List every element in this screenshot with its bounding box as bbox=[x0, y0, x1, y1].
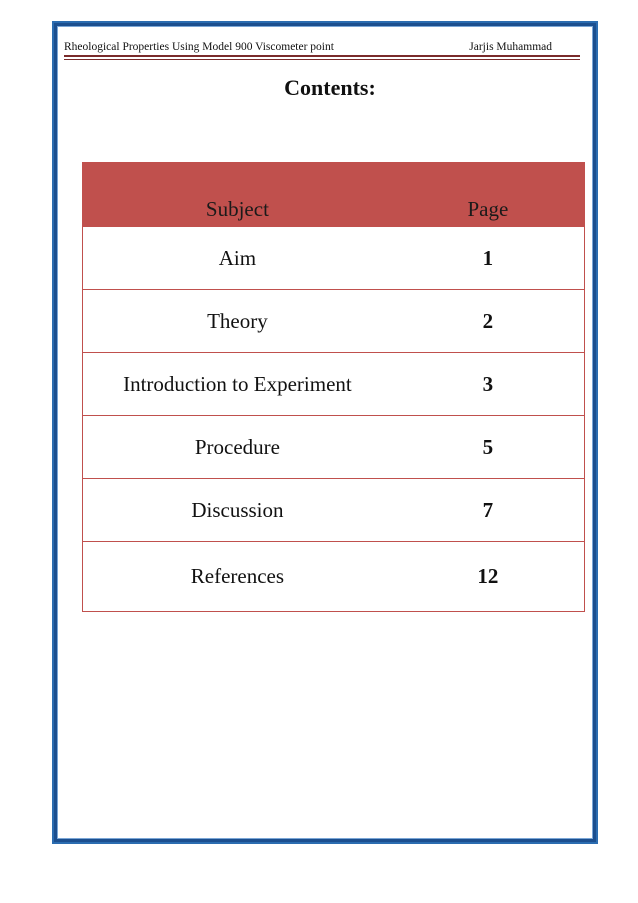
header-document-title: Rheological Properties Using Model 900 Viscometer point bbox=[64, 41, 334, 53]
subject-cell: Theory bbox=[83, 290, 392, 353]
table-header-row bbox=[83, 163, 585, 227]
table-row bbox=[83, 290, 585, 353]
subject-cell: References bbox=[83, 542, 392, 612]
header-rule-thin bbox=[64, 59, 580, 60]
subject-cell: Introduction to Experiment bbox=[83, 353, 392, 416]
header-rule bbox=[64, 55, 580, 57]
header-author: Jarjis Muhammad bbox=[469, 41, 552, 53]
subject-cell: Aim bbox=[83, 227, 392, 290]
page-cell: 1 bbox=[392, 227, 585, 290]
table-row bbox=[83, 542, 585, 612]
table-row bbox=[83, 416, 585, 479]
page-cell: 5 bbox=[392, 416, 585, 479]
page-cell: 7 bbox=[392, 479, 585, 542]
contents-table bbox=[82, 162, 585, 612]
page-cell: 12 bbox=[392, 542, 585, 612]
column-header-page: Page bbox=[392, 163, 585, 227]
column-header-subject: Subject bbox=[83, 163, 392, 227]
page-cell: 2 bbox=[392, 290, 585, 353]
contents-title: Contents: bbox=[284, 75, 376, 100]
table-row bbox=[83, 353, 585, 416]
subject-cell: Discussion bbox=[83, 479, 392, 542]
table-row bbox=[83, 479, 585, 542]
running-header bbox=[64, 38, 580, 56]
table-row bbox=[83, 227, 585, 290]
subject-cell: Procedure bbox=[83, 416, 392, 479]
page-cell: 3 bbox=[392, 353, 585, 416]
